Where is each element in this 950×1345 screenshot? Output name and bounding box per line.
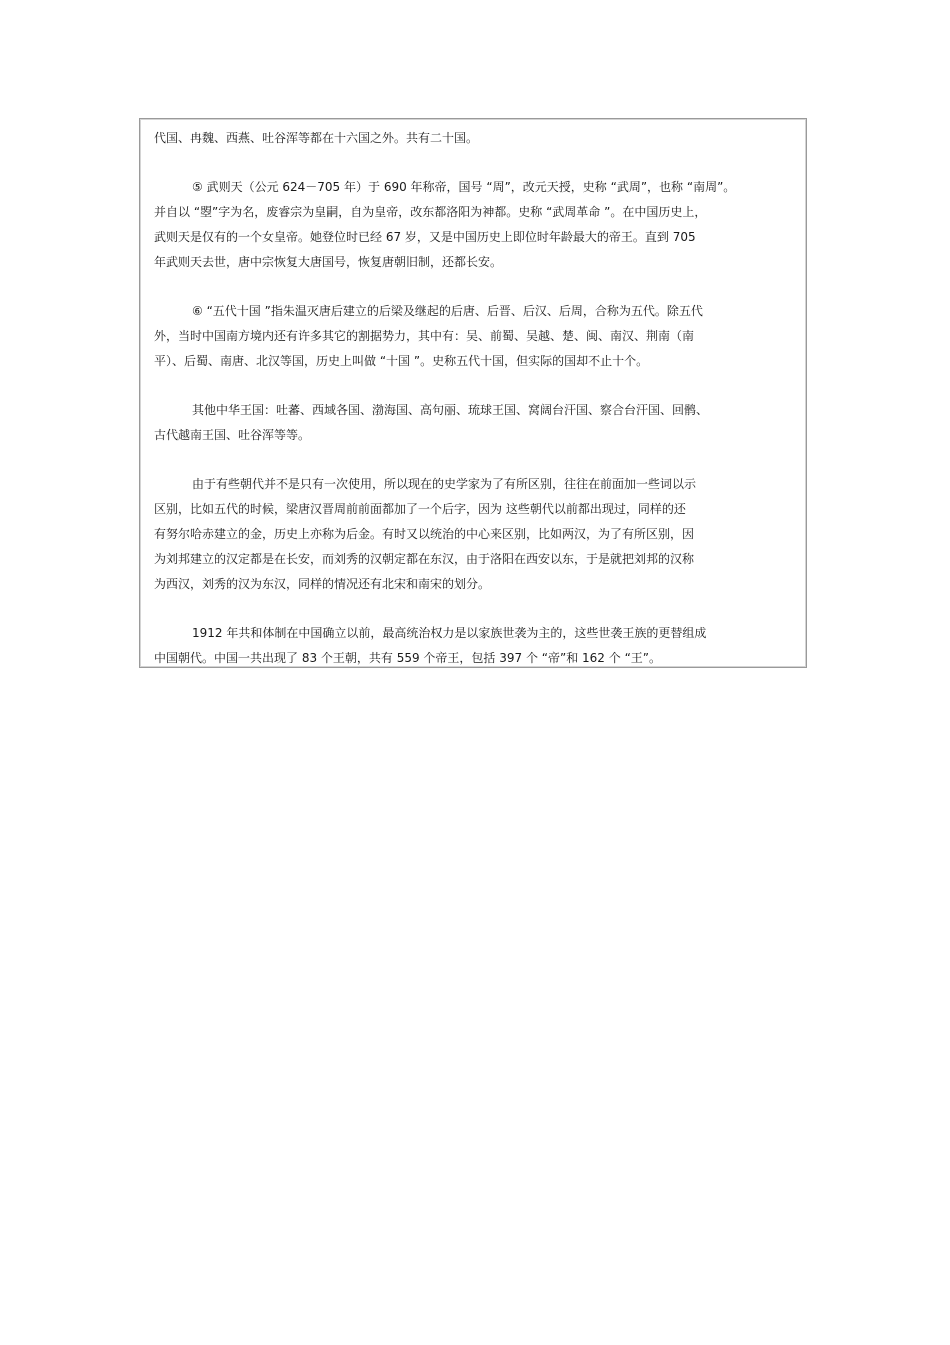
- paragraph-twenty-states: [154, 126, 794, 151]
- paragraph-five-dynasties: [154, 299, 794, 374]
- text-line: 为西汉，刘秀的汉为东汉，同样的情况还有北宋和南宋的划分。: [154, 577, 491, 591]
- text-line: 外，当时中国南方境内还有许多其它的割据势力，其中有：吴、前蜀、吴越、楚、闽、南汉、荆南（南: [154, 329, 695, 343]
- text-line: 年武则天去世，唐中宗恢复大唐国号，恢复唐朝旧制，还都长安。: [154, 255, 503, 269]
- paragraph-other-kingdoms: [154, 398, 794, 448]
- text-line: 平）、后蜀、南唐、北汉等国，历史上叫做 “十国 ”。史称五代十国，但实际的国却不止十个。: [154, 354, 649, 368]
- paragraph-dynasty-naming: [154, 472, 794, 597]
- text-line: 1912 年共和体制在中国确立以前，最高统治权力是以家族世袭为主的，这些世袭王族的更替组成: [192, 626, 707, 640]
- text-line: 代国、冉魏、西燕、吐谷浑等都在十六国之外。共有二十国。: [154, 131, 479, 145]
- text-line: ⑤ 武则天（公元 624－705 年）于 690 年称帝，国号 “周”，改元天授，史称 “武周”，也称 “南周”。: [192, 180, 736, 194]
- text-line: 古代越南王国、吐谷浑等等。: [154, 428, 311, 442]
- text-line: 区别，比如五代的时候，梁唐汉晋周前前面都加了一个后字，因为 这些朝代以前都出现过，同样的还: [154, 502, 686, 516]
- text-line: 有努尔哈赤建立的金，历史上亦称为后金。有时又以统治的中心来区别，比如两汉，为了有所区别，因: [154, 527, 695, 541]
- text-line: 并自以 “曌”字为名，废睿宗为皇嗣，自为皇帝，改东都洛阳为神都。史称 “武周革命 ”。在中国历史上，: [154, 205, 707, 219]
- paragraph-wu-zetian: [154, 175, 794, 275]
- text-line: ⑥ “五代十国 ”指朱温灭唐后建立的后梁及继起的后唐、后晋、后汉、后周，合称为五代。除五代: [192, 304, 703, 318]
- paragraph-dynasty-count: [154, 621, 794, 671]
- text-line: 其他中华王国：吐蕃、西域各国、渤海国、高句丽、琉球王国、窝阔台汗国、察合台汗国、回鹘、: [192, 403, 709, 417]
- document-frame: [139, 118, 807, 668]
- text-line: 武则天是仅有的一个女皇帝。她登位时已经 67 岁，又是中国历史上即位时年龄最大的帝王。直到 705: [154, 230, 696, 244]
- text-line: 中国朝代。中国一共出现了 83 个王朝，共有 559 个帝王，包括 397 个 “帝”和 162 个 “王”。: [154, 651, 661, 665]
- text-line: 由于有些朝代并不是只有一次使用，所以现在的史学家为了有所区别，往往在前面加一些词以示: [192, 477, 697, 491]
- text-line: 为刘邦建立的汉定都是在长安，而刘秀的汉朝定都在东汉，由于洛阳在西安以东，于是就把刘邦的汉称: [154, 552, 695, 566]
- document-text: [154, 126, 794, 695]
